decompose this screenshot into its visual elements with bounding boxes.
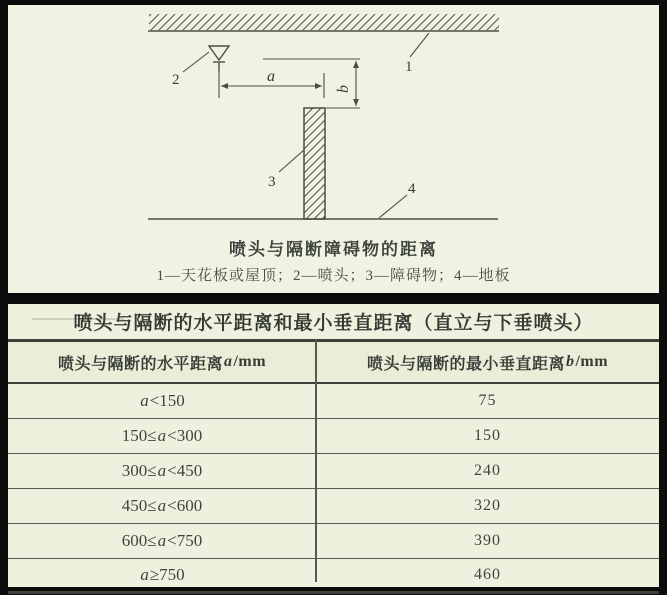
column-header-b-text: 喷头与隔断的最小垂直距离 xyxy=(366,355,565,373)
table-panel xyxy=(8,304,659,587)
callout-1-leader xyxy=(410,33,429,57)
value-cell: 320 xyxy=(474,497,501,514)
table-row xyxy=(8,384,659,419)
table-column-divider xyxy=(315,339,317,582)
table-row xyxy=(8,454,659,489)
range-var: a xyxy=(157,531,167,550)
range-var: a xyxy=(140,391,149,410)
value-cell: 390 xyxy=(474,532,501,549)
range-var: a xyxy=(140,565,149,584)
dimension-a-label: a xyxy=(267,68,275,85)
table-title: 喷头与隔断的水平距离和最小垂直距离（直立与下垂喷头） xyxy=(73,313,594,334)
range-cell xyxy=(8,559,316,591)
range-cell xyxy=(8,454,316,488)
range-pre: 300≤ xyxy=(121,461,157,480)
range-cell xyxy=(8,419,316,453)
column-header-a-var: a xyxy=(223,353,233,370)
range-var: a xyxy=(157,496,167,515)
range-cell xyxy=(8,384,316,418)
column-header-b xyxy=(316,342,659,382)
callout-4-leader xyxy=(379,195,407,218)
sprinkler-icon xyxy=(209,46,229,71)
column-header-a xyxy=(8,342,316,382)
figure-panel xyxy=(8,5,659,293)
column-header-b-var: b xyxy=(565,353,575,370)
obstruction-rect xyxy=(304,108,325,219)
range-post: <300 xyxy=(167,426,203,445)
range-post: ≥750 xyxy=(149,565,185,584)
range-pre: 150≤ xyxy=(121,426,157,445)
callout-3-leader xyxy=(279,150,304,172)
table-row xyxy=(8,419,659,454)
sprinkler-clearance-diagram xyxy=(8,5,659,233)
value-cell: 240 xyxy=(474,462,501,479)
table-row xyxy=(8,559,659,594)
ceiling-hatch xyxy=(149,14,499,30)
callout-4-label: 4 xyxy=(408,181,416,197)
table-row xyxy=(8,524,659,559)
range-post: <450 xyxy=(167,461,203,480)
table-row xyxy=(8,489,659,524)
range-post: <150 xyxy=(149,391,185,410)
dimension-b xyxy=(263,59,360,108)
range-var: a xyxy=(157,426,167,445)
table-header-row xyxy=(8,339,659,384)
range-post: <750 xyxy=(167,531,203,550)
callout-2-leader xyxy=(183,52,209,72)
callout-1-label: 1 xyxy=(405,59,413,75)
figure-caption: 喷头与隔断障碍物的距离 xyxy=(229,240,438,259)
figure-legend: 1—天花板或屋顶；2—喷头；3—障碍物；4—地板 xyxy=(156,268,511,284)
range-pre: 600≤ xyxy=(121,531,157,550)
column-header-a-text: 喷头与隔断的水平距离 xyxy=(57,355,223,373)
callout-2-label: 2 xyxy=(172,72,180,88)
range-pre: 450≤ xyxy=(121,496,157,515)
value-cell: 150 xyxy=(474,427,501,444)
dimension-b-label: b xyxy=(335,85,352,93)
range-cell xyxy=(8,489,316,523)
column-header-b-unit: /mm xyxy=(575,353,609,370)
column-header-a-unit: /mm xyxy=(233,353,267,370)
value-cell: 75 xyxy=(478,392,497,409)
value-cell: 460 xyxy=(474,566,501,583)
range-var: a xyxy=(157,461,167,480)
range-post: <600 xyxy=(167,496,203,515)
range-cell xyxy=(8,524,316,558)
callout-3-label: 3 xyxy=(268,174,276,190)
distance-table xyxy=(8,339,659,594)
